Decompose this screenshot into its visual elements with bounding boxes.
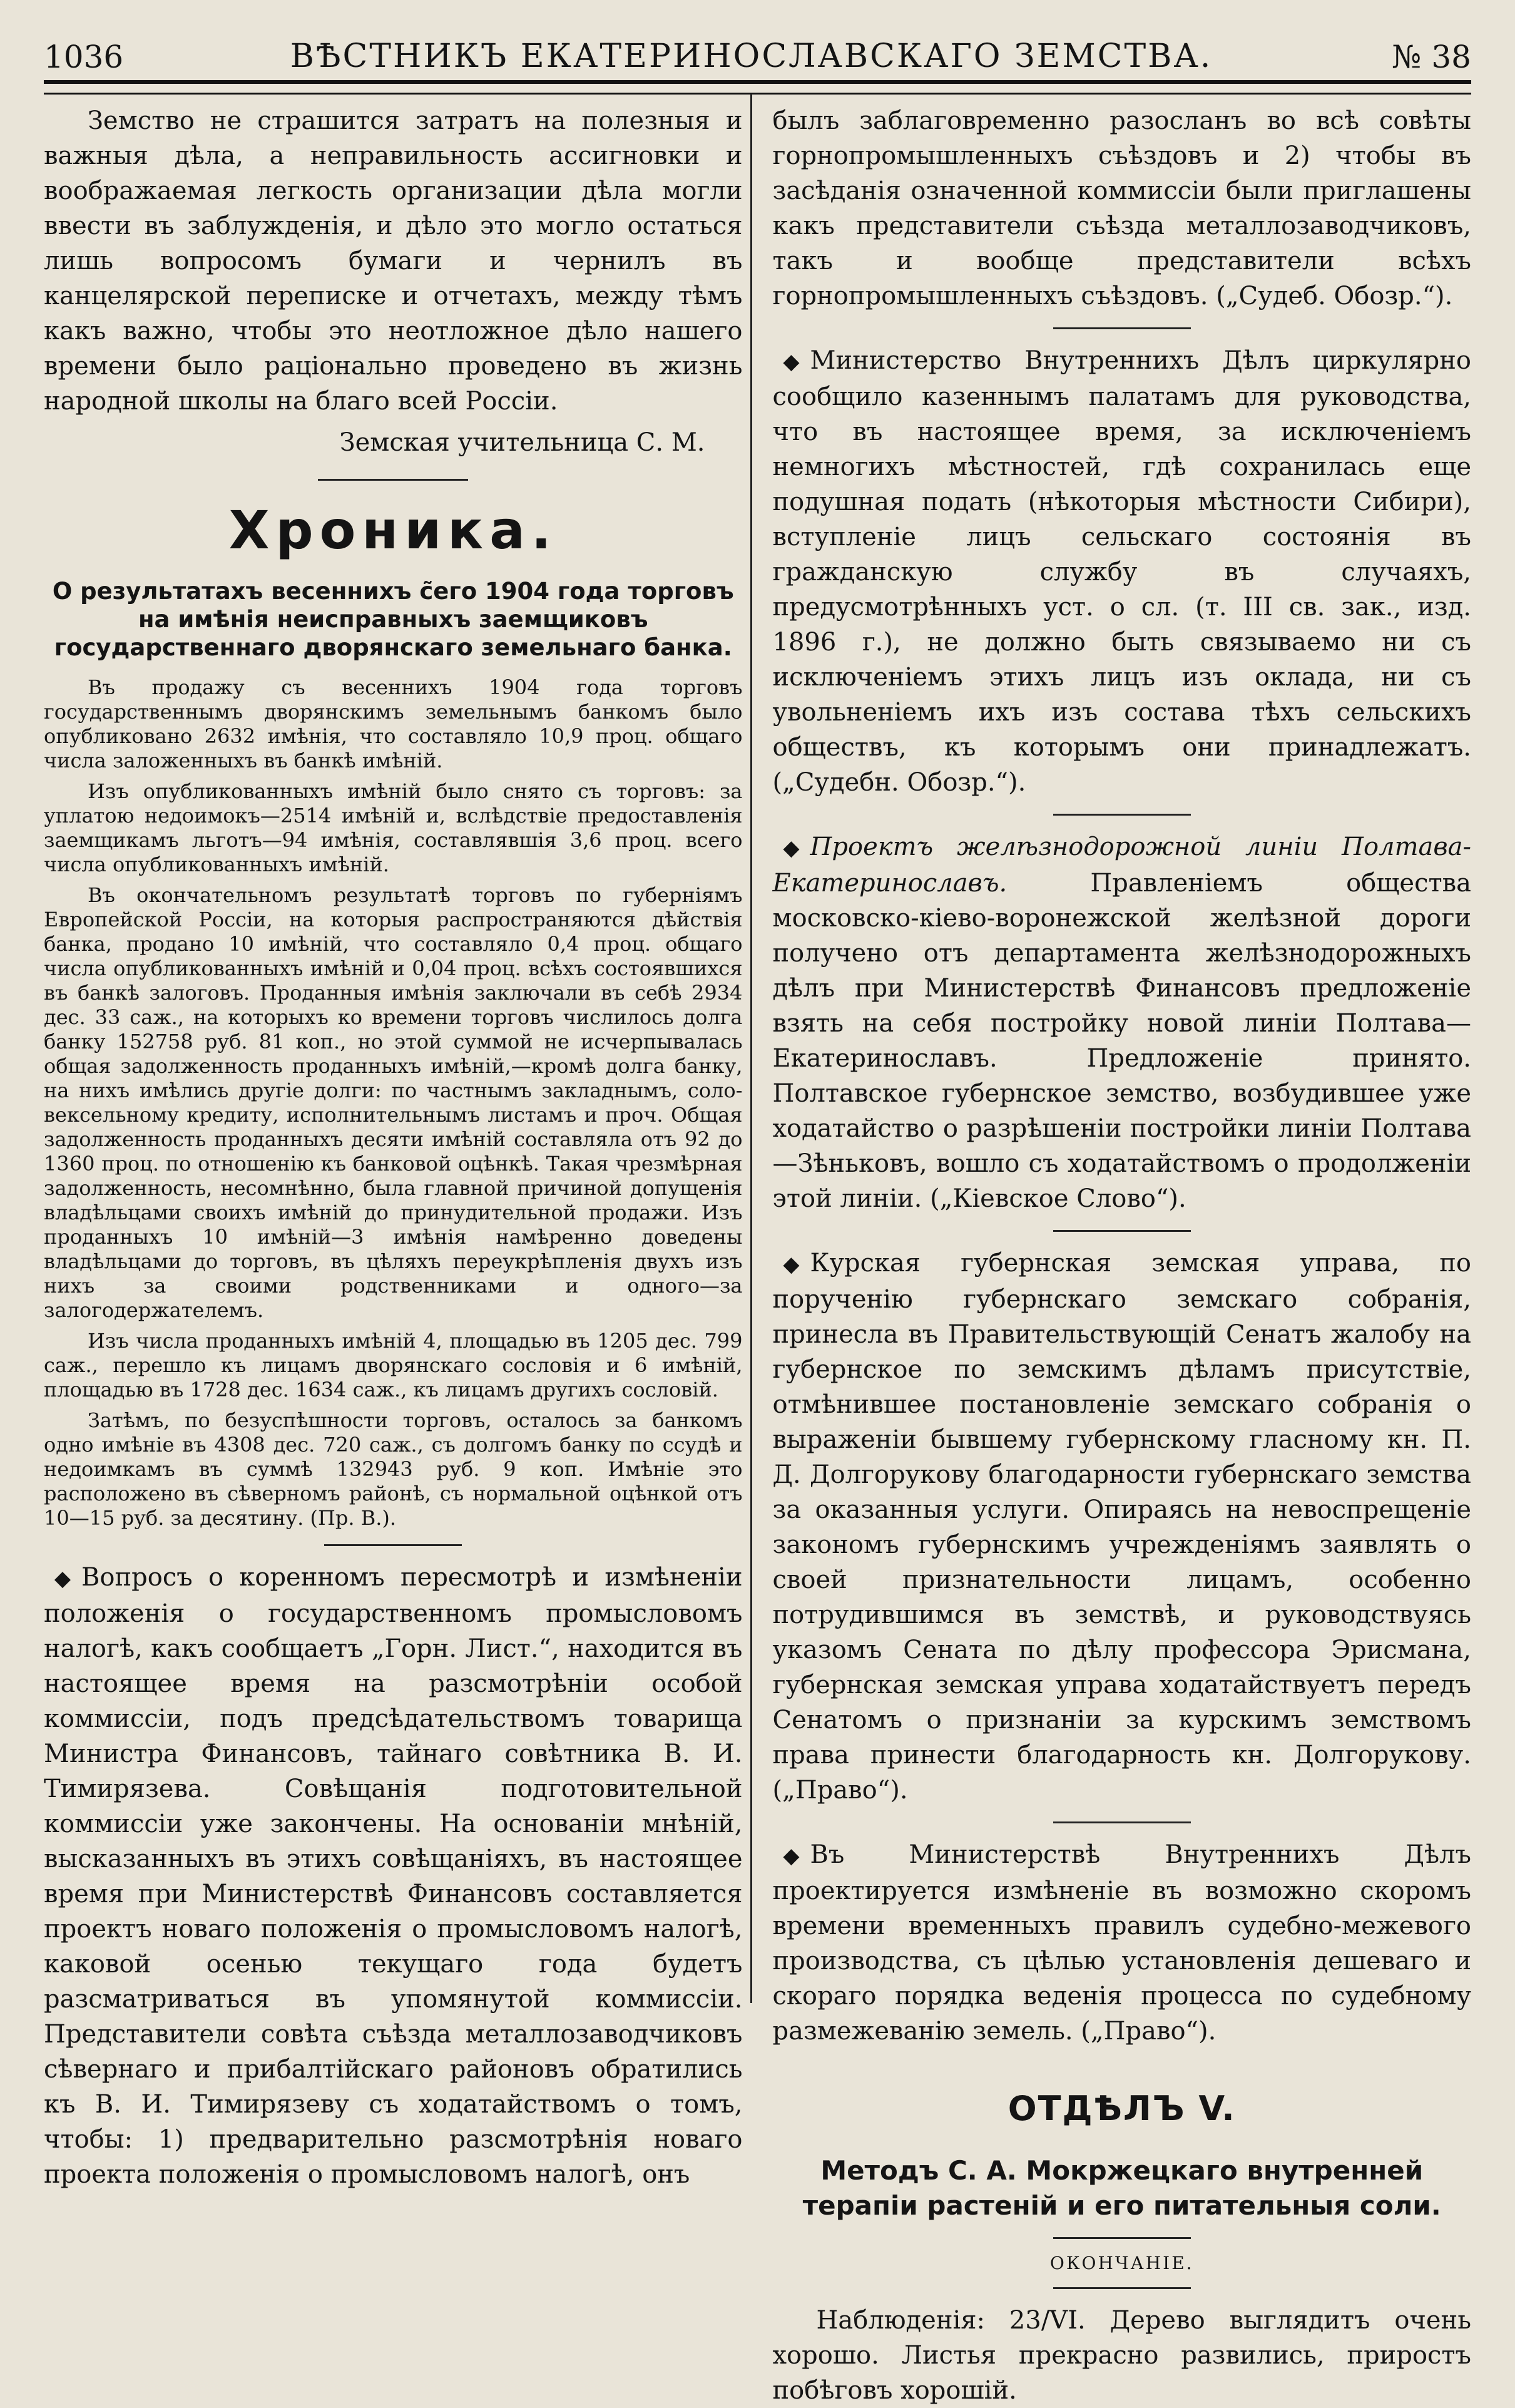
tax-news-text: Вопросъ о коренномъ пересмотрѣ и измѣненіи положенія о государственномъ промысловомъ налогѣ, какъ сообщаетъ „Горн. Лист.“, находится въ настоящее время на разсмотрѣніи особой коммиссіи, подъ предсѣдательствомъ товарища Министра Финансовъ, тайнаго совѣтника В. И. Тимирязева. Совѣщанія подготовительной коммиссіи уже закончены. На основаніи мнѣній, высказанныхъ въ этихъ совѣщаніяхъ, въ настоящее время при Министерствѣ Финансовъ составляется проектъ новаго положенія о промысловомъ налогѣ, каковой осенью текущаго года будетъ разсматриваться въ упомянутой коммиссіи. Представители совѣта съѣзда металлозаводчиковъ сѣвернаго и прибалтійскаго районовъ обратились къ В. И. Тимирязеву съ ходатайствомъ о томъ, чтобы: 1) предварительно разсмотрѣнія новаго проекта положенія о промысловомъ налогѣ, онъ <box>44 1563 743 2189</box>
article-paragraph: Изъ опубликованныхъ имѣній было снято съ торговъ: за уплатою недоимокъ—2514 имѣній и, вслѣдствіе предоставленія заемщикамъ льготъ—94 имѣнія, составлявшія 3,6 проц. всего числа опубликованныхъ имѣній. <box>44 779 743 876</box>
columns <box>44 103 1472 2405</box>
news-item-survey <box>773 1837 1472 2049</box>
column-divider <box>750 94 752 2003</box>
ornament-icon: ◆ <box>783 1252 800 1277</box>
tax-news-item <box>44 1560 743 2192</box>
article-paragraph: Затѣмъ, по безуспѣшности торговъ, осталось за банкомъ одно имѣніе въ 4308 дес. 720 саж., съ долгомъ банку по ссудѣ и недоимкамъ въ суммѣ 132943 руб. 9 коп. Имѣніе это расположено въ сѣверномъ районѣ, съ нормальной оцѣнкой отъ 10—15 руб. за десятину. (Пр. В.). <box>44 1408 743 1530</box>
news-text: Министерство Внутреннихъ Дѣлъ циркулярно сообщило казеннымъ палатамъ для руководства, что въ настоящее время, за исключеніемъ немногихъ мѣстностей, гдѣ сохранилась еще подушная подать (нѣкоторыя мѣстности Сибири), вступленіе лицъ сельскаго состоянія въ гражданскую службу въ случаяхъ, предусмотрѣнныхъ уст. о сл. (т. III св. зак., изд. 1896 г.), не должно быть связываемо ни съ исключеніемъ этихъ лицъ изъ оклада, ни съ увольненіемъ ихъ изъ состава тѣхъ сельскихъ обществъ, къ которымъ они принадлежатъ. („Судебн. Обозр.“). <box>772 346 1471 797</box>
news-text: Правленіемъ общества московско-кіево-воронежской желѣзной дороги получено отъ департамента желѣзнодорожныхъ дѣлъ при Министерствѣ Финансовъ предложеніе взять на себя постройку новой линіи Полтава—Екатеринославъ. Предложеніе принято. Полтавское губернское земство, возбудившее уже ходатайство о разрѣшеніи постройки линіи Полтава—Зѣньковъ, вошло съ ходатайствомъ о продолженіи этой линіи. („Кіевское Слово“). <box>772 869 1472 1213</box>
article-paragraph: Въ продажу съ весеннихъ 1904 года торговъ государственнымъ дворянскимъ земельнымъ банкомъ было опубликовано 2632 имѣнія, что составляло 10,9 проц. общаго числа заложенныхъ въ банкѣ имѣній. <box>44 675 743 772</box>
railway-title: Проектъ желѣзнодорожной линіи Полтава-Екатеринославъ. <box>772 833 1471 898</box>
news-item-kursk <box>773 1246 1472 1808</box>
observation-paragraph: Наблюденія: 23/VI. Дерево выглядитъ очень хорошо. Листья прекрасно развились, приростъ побѣговъ хорошій. <box>772 2306 1471 2405</box>
method-title: Методъ С. А. Мокржецкаго внутренней терапіи растеній и его питательныя соли. <box>802 2155 1441 2221</box>
intro-paragraph: Земство не страшится затратъ на полезныя и важныя дѣла, а неправильность ассигновки и воображаемая легкость организации дѣла могли ввести въ заблужденія, и дѣло это могло остаться лишь вопросомъ бумаги и чернилъ въ канцелярской переписке и отчетахъ, между тѣмъ какъ важно, чтобы это неотложное дѣло нашего времени было раціонально проведено въ жизнь народной школы на благо всей Россіи. <box>44 106 743 416</box>
signature: Земская учительница С. М. <box>339 428 705 457</box>
news-text: Въ Министерствѣ Внутреннихъ Дѣлъ проектируется измѣненіе въ возможно скоромъ времени временныхъ правилъ судебно-межевого производства, съ цѣлью установленія дешеваго и скораго порядка веденія процесса по судебному размежеванію земель. („Право“). <box>772 1840 1471 2046</box>
header-rule <box>44 80 1471 95</box>
chronicle-heading: Хроника. <box>228 500 558 561</box>
news-item-railway <box>773 829 1472 1216</box>
divider <box>1053 1230 1191 1232</box>
issue-number: № 38 <box>1392 39 1471 75</box>
ornament-icon: ◆ <box>783 1843 800 1868</box>
divider <box>1053 2287 1191 2289</box>
divider <box>1053 1821 1191 1823</box>
ornament-icon: ◆ <box>54 1566 71 1591</box>
section-heading: ОТДѢЛЪ V. <box>1007 2089 1236 2128</box>
news-text: Курская губернская земская управа, по порученію губернскаго земскаго собранія, принесла въ Правительствующій Сенатъ жалобу на губернское по земскимъ дѣламъ присутствіе, отмѣнившее постановленіе земскаго собранія о выраженіи бывшему губернскому гласному кн. П. Д. Долгорукову благодарности губернскаго земства за оказанныя услуги. Опираясь на невоспрещеніе закономъ губернскимъ учрежденіямъ заявлять о своей признательности лицамъ, особенно потрудившимся въ земствѣ, и руководствуясь указомъ Сената по дѣлу профессора Эрисмана, губернская земская управа ходатайствуетъ передъ Сенатомъ о признаніи за курскимъ земствомъ права принести благодарность кн. Долгорукову. („Право“). <box>772 1249 1471 1805</box>
journal-title: ВѢСТНИКЪ ЕКАТЕРИНОСЛАВСКАГО ЗЕМСТВА. <box>290 38 1213 75</box>
divider <box>1053 2237 1191 2239</box>
divider <box>318 479 468 481</box>
article-title: О результатахъ весеннихъ с̃его 1904 года торговъ на имѣнія неисправныхъ заемщиковъ государственнаго дворянскаго земельнаго банка. <box>52 578 734 661</box>
page-number: 1036 <box>44 39 124 75</box>
divider <box>324 1544 462 1546</box>
divider <box>1053 814 1191 816</box>
divider <box>1053 327 1191 329</box>
article-paragraph: Изъ числа проданныхъ имѣній 4, площадью въ 1205 дес. 799 саж., перешло къ лицамъ дворянскаго сословія и 6 имѣній, площадью въ 1728 дес. 1634 саж., къ лицамъ другихъ сословій. <box>44 1329 743 1401</box>
ending-label: ОКОНЧАНІЕ. <box>1049 2253 1194 2273</box>
continuation-paragraph: былъ заблаговременно разосланъ во всѣ совѣты горнопромышленныхъ съѣздовъ и 2) чтобы въ засѣданія означенной коммиссіи были приглашены какъ представители съѣзда металлозаводчиковъ, такъ и вообще представители всѣхъ горнопромышленныхъ съѣздовъ. („Судеб. Обозр.“). <box>772 106 1471 310</box>
news-item-poll-tax <box>773 343 1472 800</box>
ornament-icon: ◆ <box>783 349 800 374</box>
ornament-icon: ◆ <box>783 836 800 861</box>
left-column <box>44 103 743 2189</box>
right-column <box>772 103 1472 2405</box>
page-header <box>44 0 1471 80</box>
article-paragraph: Въ окончательномъ результатѣ торговъ по губерніямъ Европейской Россіи, на которыя распространяются дѣйствія банка, продано 10 имѣній, что составляло 0,4 проц. общаго числа опубликованныхъ имѣній и 0,04 проц. всѣхъ состоявшихся въ банкѣ залоговъ. Проданныя имѣнія заключали въ себѣ 2934 дес. 33 саж., на которыхъ ко времени торговъ числилось долга банку 152758 руб. 81 коп., но этой суммой не исчерпывалась общая задолженность проданныхъ имѣній,—кромѣ долга банку, на нихъ имѣлись другіе долги: по частнымъ закладнымъ, соло-вексельному кредиту, исполнительнымъ листамъ и проч. Общая задолженность проданныхъ десяти имѣній составляла отъ 92 до 1360 проц. по отношенію къ банковой оцѣнкѣ. Такая чрезмѣрная задолженность, несомнѣнно, была главной причиной допущенія владѣльцами своихъ имѣній до принудительной продажи. Изъ проданныхъ 10 имѣній—3 имѣнія намѣренно доведены владѣльцами до торговъ, въ цѣляхъ переукрѣпленія двухъ изъ нихъ за своими родственниками и одного—за залогодержателемъ. <box>44 883 743 1322</box>
